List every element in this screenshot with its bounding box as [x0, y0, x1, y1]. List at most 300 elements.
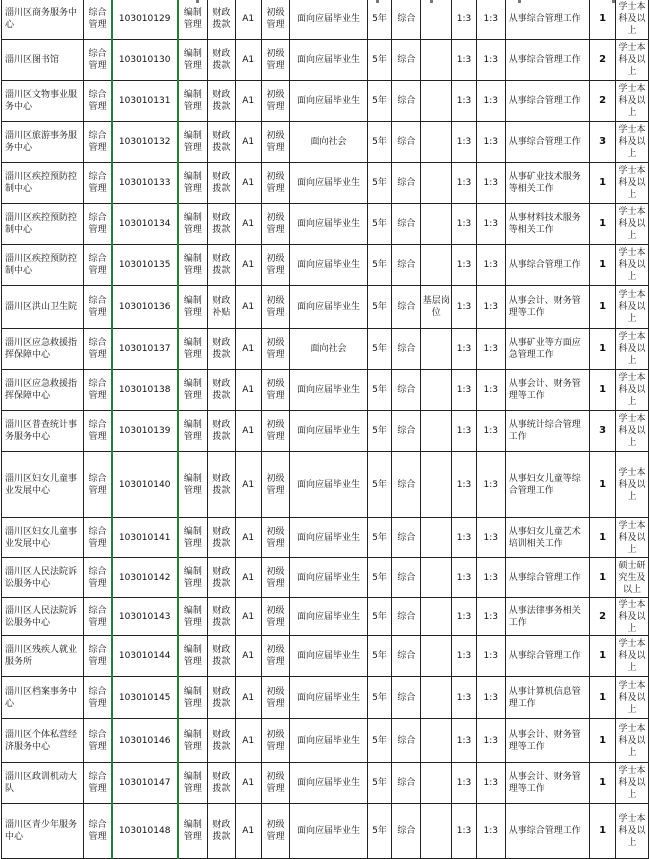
- unit-name-cell: 淄川区洪山卫生院: [2, 286, 84, 329]
- position-code-cell: 103010148: [112, 804, 178, 859]
- ratio-1-cell: 1:3: [452, 804, 477, 859]
- position-level-cell: 初级管理: [261, 204, 290, 245]
- table-row: [2, 677, 649, 719]
- page-pin-mark: [430, 0, 433, 3]
- ratio-1-cell: 1:3: [452, 286, 477, 329]
- unit-name-cell: 淄川区旅游事务服务中心: [2, 122, 84, 163]
- other-condition-cell: [421, 719, 452, 763]
- category-cell: 综合管理: [84, 286, 112, 329]
- position-code-cell: 103010130: [112, 40, 178, 81]
- staffing-type-cell: 编制管理: [178, 411, 208, 452]
- headcount-cell: 1: [590, 677, 616, 719]
- ratio-1-cell: 1:3: [452, 719, 477, 763]
- category-cell: 综合管理: [84, 636, 112, 677]
- education-cell: 学士本科及以上: [615, 286, 648, 329]
- staffing-type-cell: 编制管理: [178, 329, 208, 370]
- position-level-cell: 初级管理: [261, 163, 290, 204]
- position-code-cell: 103010141: [112, 518, 178, 558]
- other-condition-cell: [421, 163, 452, 204]
- recruit-target-cell: 面向应届毕业生: [290, 0, 367, 40]
- recruit-target-cell: 面向应届毕业生: [290, 677, 367, 719]
- position-code-cell: 103010147: [112, 763, 178, 804]
- position-level-cell: 初级管理: [261, 245, 290, 286]
- job-description-cell: 从事会计、财务管理等工作: [505, 370, 589, 411]
- staffing-type-cell: 编制管理: [178, 0, 208, 40]
- position-code-cell: 103010142: [112, 558, 178, 598]
- other-condition-cell: [421, 763, 452, 804]
- unit-name-cell: 淄川区个体私营经济服务中心: [2, 719, 84, 763]
- service-years-cell: 5年: [367, 245, 392, 286]
- funding-type-cell: 财政拨款: [208, 0, 236, 40]
- unit-name-cell: 淄川区青少年服务中心: [2, 804, 84, 859]
- recruit-target-cell: 面向应届毕业生: [290, 558, 367, 598]
- unit-name-cell: 淄川区图书馆: [2, 40, 84, 81]
- job-description-cell: 从事计算机信息管理工作: [505, 677, 589, 719]
- exam-type-cell: 综合: [392, 452, 421, 518]
- funding-type-cell: 财政拨款: [208, 677, 236, 719]
- table-row: [2, 81, 649, 122]
- staffing-type-cell: 编制管理: [178, 452, 208, 518]
- job-description-cell: 从事会计、财务管理等工作: [505, 763, 589, 804]
- other-condition-cell: [421, 0, 452, 40]
- position-level-cell: 初级管理: [261, 329, 290, 370]
- other-condition-cell: [421, 518, 452, 558]
- ratio-1-cell: 1:3: [452, 370, 477, 411]
- category-cell: 综合管理: [84, 452, 112, 518]
- other-condition-cell: [421, 370, 452, 411]
- funding-type-cell: 财政拨款: [208, 40, 236, 81]
- education-cell: 学士本科及以上: [615, 518, 648, 558]
- other-condition-cell: [421, 245, 452, 286]
- position-code-cell: 103010145: [112, 677, 178, 719]
- headcount-cell: 1: [590, 163, 616, 204]
- education-cell: 学士本科及以上: [615, 804, 648, 859]
- category-cell: 综合管理: [84, 719, 112, 763]
- recruit-target-cell: 面向应届毕业生: [290, 452, 367, 518]
- education-cell: 学士本科及以上: [615, 122, 648, 163]
- funding-type-cell: 财政拨款: [208, 370, 236, 411]
- position-level-cell: 初级管理: [261, 0, 290, 40]
- ratio-1-cell: 1:3: [452, 558, 477, 598]
- class-cell: A1: [235, 370, 261, 411]
- service-years-cell: 5年: [367, 286, 392, 329]
- staffing-type-cell: 编制管理: [178, 286, 208, 329]
- category-cell: 综合管理: [84, 0, 112, 40]
- other-condition-cell: [421, 204, 452, 245]
- service-years-cell: 5年: [367, 329, 392, 370]
- education-cell: 学士本科及以上: [615, 677, 648, 719]
- job-description-cell: 从事综合管理工作: [505, 81, 589, 122]
- exam-type-cell: 综合: [392, 286, 421, 329]
- exam-type-cell: 综合: [392, 245, 421, 286]
- table-row: [2, 763, 649, 804]
- funding-type-cell: 财政补贴: [208, 286, 236, 329]
- job-description-cell: 从事综合管理工作: [505, 0, 589, 40]
- education-cell: 学士本科及以上: [615, 204, 648, 245]
- funding-type-cell: 财政拨款: [208, 204, 236, 245]
- position-code-cell: 103010135: [112, 245, 178, 286]
- unit-name-cell: 淄川区应急救援指挥保障中心: [2, 370, 84, 411]
- page-pin-mark: [376, 0, 379, 3]
- job-description-cell: 从事综合管理工作: [505, 558, 589, 598]
- funding-type-cell: 财政拨款: [208, 763, 236, 804]
- ratio-1-cell: 1:3: [452, 763, 477, 804]
- staffing-type-cell: 编制管理: [178, 122, 208, 163]
- headcount-cell: 1: [590, 0, 616, 40]
- ratio-2-cell: 1:3: [476, 40, 505, 81]
- recruit-target-cell: 面向应届毕业生: [290, 411, 367, 452]
- ratio-1-cell: 1:3: [452, 598, 477, 636]
- class-cell: A1: [235, 719, 261, 763]
- position-code-cell: 103010146: [112, 719, 178, 763]
- class-cell: A1: [235, 636, 261, 677]
- education-cell: 学士本科及以上: [615, 370, 648, 411]
- table-row: [2, 0, 649, 40]
- funding-type-cell: 财政拨款: [208, 81, 236, 122]
- headcount-cell: 1: [590, 518, 616, 558]
- table-row: [2, 598, 649, 636]
- table-row: [2, 804, 649, 859]
- education-cell: 学士本科及以上: [615, 163, 648, 204]
- ratio-1-cell: 1:3: [452, 329, 477, 370]
- table-row: [2, 122, 649, 163]
- position-code-cell: 103010134: [112, 204, 178, 245]
- ratio-1-cell: 1:3: [452, 411, 477, 452]
- education-cell: 学士本科及以上: [615, 329, 648, 370]
- ratio-2-cell: 1:3: [476, 804, 505, 859]
- table-row: [2, 40, 649, 81]
- other-condition-cell: [421, 598, 452, 636]
- service-years-cell: 5年: [367, 518, 392, 558]
- ratio-2-cell: 1:3: [476, 598, 505, 636]
- service-years-cell: 5年: [367, 598, 392, 636]
- ratio-1-cell: 1:3: [452, 245, 477, 286]
- recruit-target-cell: 面向应届毕业生: [290, 40, 367, 81]
- page-pin-mark: [612, 0, 615, 3]
- service-years-cell: 5年: [367, 370, 392, 411]
- recruit-target-cell: 面向应届毕业生: [290, 636, 367, 677]
- ratio-2-cell: 1:3: [476, 411, 505, 452]
- position-level-cell: 初级管理: [261, 286, 290, 329]
- education-cell: 学士本科及以上: [615, 411, 648, 452]
- ratio-2-cell: 1:3: [476, 677, 505, 719]
- other-condition-cell: 基层岗位: [421, 286, 452, 329]
- position-level-cell: 初级管理: [261, 518, 290, 558]
- exam-type-cell: 综合: [392, 204, 421, 245]
- headcount-cell: 3: [590, 122, 616, 163]
- position-code-cell: 103010140: [112, 452, 178, 518]
- unit-name-cell: 淄川区疾控预防控制中心: [2, 245, 84, 286]
- recruit-target-cell: 面向应届毕业生: [290, 598, 367, 636]
- funding-type-cell: 财政拨款: [208, 719, 236, 763]
- unit-name-cell: 淄川区商务服务中心: [2, 0, 84, 40]
- position-code-cell: 103010144: [112, 636, 178, 677]
- other-condition-cell: [421, 81, 452, 122]
- recruit-target-cell: 面向应届毕业生: [290, 804, 367, 859]
- recruit-target-cell: 面向应届毕业生: [290, 81, 367, 122]
- category-cell: 综合管理: [84, 804, 112, 859]
- position-code-cell: 103010131: [112, 81, 178, 122]
- position-code-cell: 103010136: [112, 286, 178, 329]
- exam-type-cell: 综合: [392, 122, 421, 163]
- unit-name-cell: 淄川区残疾人就业服务所: [2, 636, 84, 677]
- class-cell: A1: [235, 763, 261, 804]
- headcount-cell: 1: [590, 370, 616, 411]
- headcount-cell: 1: [590, 452, 616, 518]
- position-level-cell: 初级管理: [261, 636, 290, 677]
- category-cell: 综合管理: [84, 598, 112, 636]
- position-level-cell: 初级管理: [261, 81, 290, 122]
- service-years-cell: 5年: [367, 81, 392, 122]
- job-description-cell: 从事妇女儿童等综合管理工作: [505, 452, 589, 518]
- ratio-2-cell: 1:3: [476, 518, 505, 558]
- position-level-cell: 初级管理: [261, 370, 290, 411]
- service-years-cell: 5年: [367, 677, 392, 719]
- recruit-target-cell: 面向应届毕业生: [290, 719, 367, 763]
- ratio-1-cell: 1:3: [452, 452, 477, 518]
- class-cell: A1: [235, 0, 261, 40]
- job-description-cell: 从事矿业技术服务等相关工作: [505, 163, 589, 204]
- other-condition-cell: [421, 452, 452, 518]
- category-cell: 综合管理: [84, 122, 112, 163]
- job-description-cell: 从事综合管理工作: [505, 636, 589, 677]
- exam-type-cell: 综合: [392, 518, 421, 558]
- position-level-cell: 初级管理: [261, 40, 290, 81]
- job-description-cell: 从事综合管理工作: [505, 804, 589, 859]
- exam-type-cell: 综合: [392, 677, 421, 719]
- category-cell: 综合管理: [84, 204, 112, 245]
- table-row: [2, 204, 649, 245]
- unit-name-cell: 淄川区人民法院诉讼服务中心: [2, 598, 84, 636]
- education-cell: 学士本科及以上: [615, 452, 648, 518]
- ratio-2-cell: 1:3: [476, 81, 505, 122]
- class-cell: A1: [235, 122, 261, 163]
- ratio-2-cell: 1:3: [476, 286, 505, 329]
- class-cell: A1: [235, 598, 261, 636]
- funding-type-cell: 财政拨款: [208, 452, 236, 518]
- headcount-cell: 1: [590, 204, 616, 245]
- category-cell: 综合管理: [84, 518, 112, 558]
- headcount-cell: 1: [590, 558, 616, 598]
- job-description-cell: 从事综合管理工作: [505, 245, 589, 286]
- education-cell: 学士本科及以上: [615, 0, 648, 40]
- ratio-2-cell: 1:3: [476, 163, 505, 204]
- table-row: [2, 329, 649, 370]
- funding-type-cell: 财政拨款: [208, 245, 236, 286]
- position-level-cell: 初级管理: [261, 558, 290, 598]
- table-row: [2, 370, 649, 411]
- class-cell: A1: [235, 677, 261, 719]
- staffing-type-cell: 编制管理: [178, 763, 208, 804]
- headcount-cell: 1: [590, 245, 616, 286]
- category-cell: 综合管理: [84, 370, 112, 411]
- recruit-target-cell: 面向社会: [290, 122, 367, 163]
- staffing-type-cell: 编制管理: [178, 370, 208, 411]
- recruit-target-cell: 面向应届毕业生: [290, 370, 367, 411]
- category-cell: 综合管理: [84, 163, 112, 204]
- education-cell: 学士本科及以上: [615, 245, 648, 286]
- class-cell: A1: [235, 804, 261, 859]
- unit-name-cell: 淄川区档案事务中心: [2, 677, 84, 719]
- table-row: [2, 452, 649, 518]
- ratio-2-cell: 1:3: [476, 558, 505, 598]
- class-cell: A1: [235, 163, 261, 204]
- recruit-target-cell: 面向应届毕业生: [290, 245, 367, 286]
- exam-type-cell: 综合: [392, 40, 421, 81]
- funding-type-cell: 财政拨款: [208, 804, 236, 859]
- class-cell: A1: [235, 204, 261, 245]
- ratio-1-cell: 1:3: [452, 636, 477, 677]
- ratio-1-cell: 1:3: [452, 122, 477, 163]
- unit-name-cell: 淄川区普查统计事务服务中心: [2, 411, 84, 452]
- other-condition-cell: [421, 677, 452, 719]
- headcount-cell: 1: [590, 329, 616, 370]
- exam-type-cell: 综合: [392, 329, 421, 370]
- exam-type-cell: 综合: [392, 558, 421, 598]
- education-cell: 硕士研究生及以上: [615, 558, 648, 598]
- staffing-type-cell: 编制管理: [178, 204, 208, 245]
- class-cell: A1: [235, 81, 261, 122]
- exam-type-cell: 综合: [392, 0, 421, 40]
- position-level-cell: 初级管理: [261, 677, 290, 719]
- exam-type-cell: 综合: [392, 636, 421, 677]
- unit-name-cell: 淄川区人民法院诉讼服务中心: [2, 558, 84, 598]
- funding-type-cell: 财政拨款: [208, 122, 236, 163]
- ratio-2-cell: 1:3: [476, 122, 505, 163]
- unit-name-cell: 淄川区疾控预防控制中心: [2, 163, 84, 204]
- position-level-cell: 初级管理: [261, 763, 290, 804]
- job-description-cell: 从事法律事务相关工作: [505, 598, 589, 636]
- headcount-cell: 2: [590, 598, 616, 636]
- service-years-cell: 5年: [367, 719, 392, 763]
- service-years-cell: 5年: [367, 0, 392, 40]
- service-years-cell: 5年: [367, 636, 392, 677]
- recruit-target-cell: 面向应届毕业生: [290, 286, 367, 329]
- service-years-cell: 5年: [367, 411, 392, 452]
- position-code-cell: 103010129: [112, 0, 178, 40]
- funding-type-cell: 财政拨款: [208, 636, 236, 677]
- category-cell: 综合管理: [84, 329, 112, 370]
- staffing-type-cell: 编制管理: [178, 636, 208, 677]
- class-cell: A1: [235, 245, 261, 286]
- category-cell: 综合管理: [84, 677, 112, 719]
- education-cell: 学士本科及以上: [615, 598, 648, 636]
- table-row: [2, 636, 649, 677]
- unit-name-cell: 淄川区妇女儿童事业发展中心: [2, 518, 84, 558]
- position-level-cell: 初级管理: [261, 452, 290, 518]
- category-cell: 综合管理: [84, 558, 112, 598]
- recruit-target-cell: 面向应届毕业生: [290, 518, 367, 558]
- staffing-type-cell: 编制管理: [178, 81, 208, 122]
- headcount-cell: 1: [590, 286, 616, 329]
- funding-type-cell: 财政拨款: [208, 558, 236, 598]
- ratio-2-cell: 1:3: [476, 0, 505, 40]
- ratio-1-cell: 1:3: [452, 81, 477, 122]
- position-code-cell: 103010133: [112, 163, 178, 204]
- education-cell: 学士本科及以上: [615, 81, 648, 122]
- table-row: [2, 245, 649, 286]
- category-cell: 综合管理: [84, 245, 112, 286]
- table-row: [2, 558, 649, 598]
- ratio-2-cell: 1:3: [476, 204, 505, 245]
- recruit-target-cell: 面向应届毕业生: [290, 763, 367, 804]
- ratio-1-cell: 1:3: [452, 163, 477, 204]
- funding-type-cell: 财政拨款: [208, 411, 236, 452]
- class-cell: A1: [235, 40, 261, 81]
- unit-name-cell: 淄川区政训机动大队: [2, 763, 84, 804]
- position-code-cell: 103010137: [112, 329, 178, 370]
- headcount-cell: 2: [590, 81, 616, 122]
- table-row: [2, 163, 649, 204]
- ratio-1-cell: 1:3: [452, 677, 477, 719]
- exam-type-cell: 综合: [392, 411, 421, 452]
- service-years-cell: 5年: [367, 122, 392, 163]
- job-description-cell: 从事会计、财务管理等工作: [505, 286, 589, 329]
- exam-type-cell: 综合: [392, 763, 421, 804]
- table-row: [2, 411, 649, 452]
- funding-type-cell: 财政拨款: [208, 163, 236, 204]
- position-code-cell: 103010143: [112, 598, 178, 636]
- category-cell: 综合管理: [84, 411, 112, 452]
- unit-name-cell: 淄川区疾控预防控制中心: [2, 204, 84, 245]
- ratio-2-cell: 1:3: [476, 719, 505, 763]
- headcount-cell: 1: [590, 804, 616, 859]
- table-row: [2, 286, 649, 329]
- exam-type-cell: 综合: [392, 804, 421, 859]
- unit-name-cell: 淄川区文物事业服务中心: [2, 81, 84, 122]
- headcount-cell: 3: [590, 411, 616, 452]
- ratio-2-cell: 1:3: [476, 329, 505, 370]
- staffing-type-cell: 编制管理: [178, 804, 208, 859]
- position-level-cell: 初级管理: [261, 598, 290, 636]
- headcount-cell: 2: [590, 40, 616, 81]
- position-level-cell: 初级管理: [261, 411, 290, 452]
- job-description-cell: 从事矿业等方面应急管理工作: [505, 329, 589, 370]
- class-cell: A1: [235, 518, 261, 558]
- recruitment-table: [1, 0, 649, 859]
- staffing-type-cell: 编制管理: [178, 40, 208, 81]
- staffing-type-cell: 编制管理: [178, 558, 208, 598]
- ratio-2-cell: 1:3: [476, 370, 505, 411]
- other-condition-cell: [421, 122, 452, 163]
- education-cell: 学士本科及以上: [615, 636, 648, 677]
- unit-name-cell: 淄川区应急救援指挥保障中心: [2, 329, 84, 370]
- service-years-cell: 5年: [367, 452, 392, 518]
- job-description-cell: 从事材料技术服务等相关工作: [505, 204, 589, 245]
- position-code-cell: 103010138: [112, 370, 178, 411]
- job-description-cell: 从事综合管理工作: [505, 40, 589, 81]
- service-years-cell: 5年: [367, 163, 392, 204]
- staffing-type-cell: 编制管理: [178, 518, 208, 558]
- job-description-cell: 从事综合管理工作: [505, 122, 589, 163]
- headcount-cell: 1: [590, 719, 616, 763]
- ratio-2-cell: 1:3: [476, 245, 505, 286]
- recruit-target-cell: 面向社会: [290, 329, 367, 370]
- class-cell: A1: [235, 329, 261, 370]
- service-years-cell: 5年: [367, 204, 392, 245]
- staffing-type-cell: 编制管理: [178, 719, 208, 763]
- funding-type-cell: 财政拨款: [208, 598, 236, 636]
- exam-type-cell: 综合: [392, 598, 421, 636]
- other-condition-cell: [421, 329, 452, 370]
- other-condition-cell: [421, 558, 452, 598]
- headcount-cell: 1: [590, 636, 616, 677]
- exam-type-cell: 综合: [392, 163, 421, 204]
- exam-type-cell: 综合: [392, 719, 421, 763]
- ratio-1-cell: 1:3: [452, 204, 477, 245]
- class-cell: A1: [235, 286, 261, 329]
- ratio-1-cell: 1:3: [452, 40, 477, 81]
